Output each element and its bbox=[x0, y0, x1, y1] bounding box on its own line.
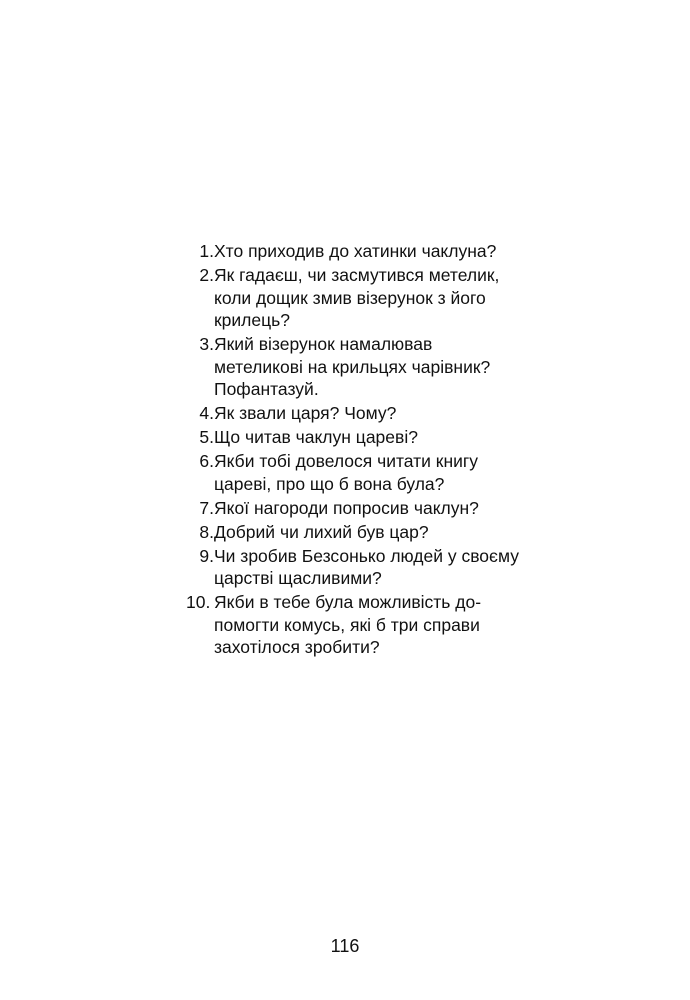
question-number: 10. bbox=[186, 592, 211, 612]
question-item bbox=[186, 545, 519, 590]
question-list bbox=[186, 240, 519, 660]
question-line: цареві, про що б вона була? bbox=[214, 473, 445, 494]
question-text bbox=[214, 497, 516, 520]
question-line: метеликові на крильцях чарівник? bbox=[214, 356, 491, 377]
question-item bbox=[186, 591, 516, 659]
question-text bbox=[214, 402, 516, 425]
question-number: 2. bbox=[199, 265, 214, 285]
question-line: Чи зробив Безсонько людей у своєму bbox=[214, 545, 519, 566]
question-line: Який візерунок намалював bbox=[214, 334, 433, 354]
question-line: Як звали царя? Чому? bbox=[214, 403, 397, 423]
question-line: захотілося зробити? bbox=[214, 637, 380, 657]
question-text bbox=[214, 521, 516, 544]
question-text bbox=[214, 450, 516, 495]
question-number: 8. bbox=[199, 521, 214, 542]
question-text bbox=[214, 333, 516, 401]
question-line: Що читав чаклун цареві? bbox=[214, 427, 418, 447]
question-line: Добрий чи лихий був цар? bbox=[214, 521, 429, 542]
page-number: 116 bbox=[330, 936, 360, 956]
question-line: крилець? bbox=[214, 310, 290, 330]
question-number: 1. bbox=[199, 241, 214, 261]
question-line: Якби тобі довелося читати книгу bbox=[214, 451, 479, 471]
question-line: Якби в тебе була можливість до- bbox=[214, 592, 482, 612]
question-item bbox=[186, 402, 516, 425]
question-text bbox=[214, 591, 516, 659]
question-item bbox=[186, 333, 516, 401]
question-item bbox=[186, 264, 516, 332]
question-number: 9. bbox=[199, 545, 214, 566]
question-text bbox=[214, 426, 516, 449]
question-item bbox=[186, 497, 516, 520]
question-number: 3. bbox=[199, 334, 214, 354]
question-number: 7. bbox=[199, 497, 214, 518]
question-number: 5. bbox=[199, 427, 214, 447]
question-item bbox=[186, 240, 516, 263]
question-text bbox=[214, 545, 519, 590]
question-line: Пофантазуй. bbox=[214, 379, 319, 399]
question-number: 6. bbox=[199, 451, 214, 471]
question-line: Хто приходив до хатинки чаклуна? bbox=[214, 241, 497, 261]
question-text bbox=[214, 240, 516, 263]
question-line: Якої нагороди попросив чаклун? bbox=[214, 497, 479, 518]
question-line: коли дощик змив візерунок з його bbox=[214, 287, 486, 308]
question-text bbox=[214, 264, 516, 332]
question-item bbox=[186, 450, 516, 495]
question-line: помогти комусь, які б три справи bbox=[214, 614, 480, 635]
question-line: царстві щасливими? bbox=[214, 568, 382, 588]
question-item bbox=[186, 426, 516, 449]
question-number: 4. bbox=[199, 403, 214, 423]
question-line: Як гадаєш, чи засмутився метелик, bbox=[214, 265, 500, 285]
question-item bbox=[186, 521, 516, 544]
